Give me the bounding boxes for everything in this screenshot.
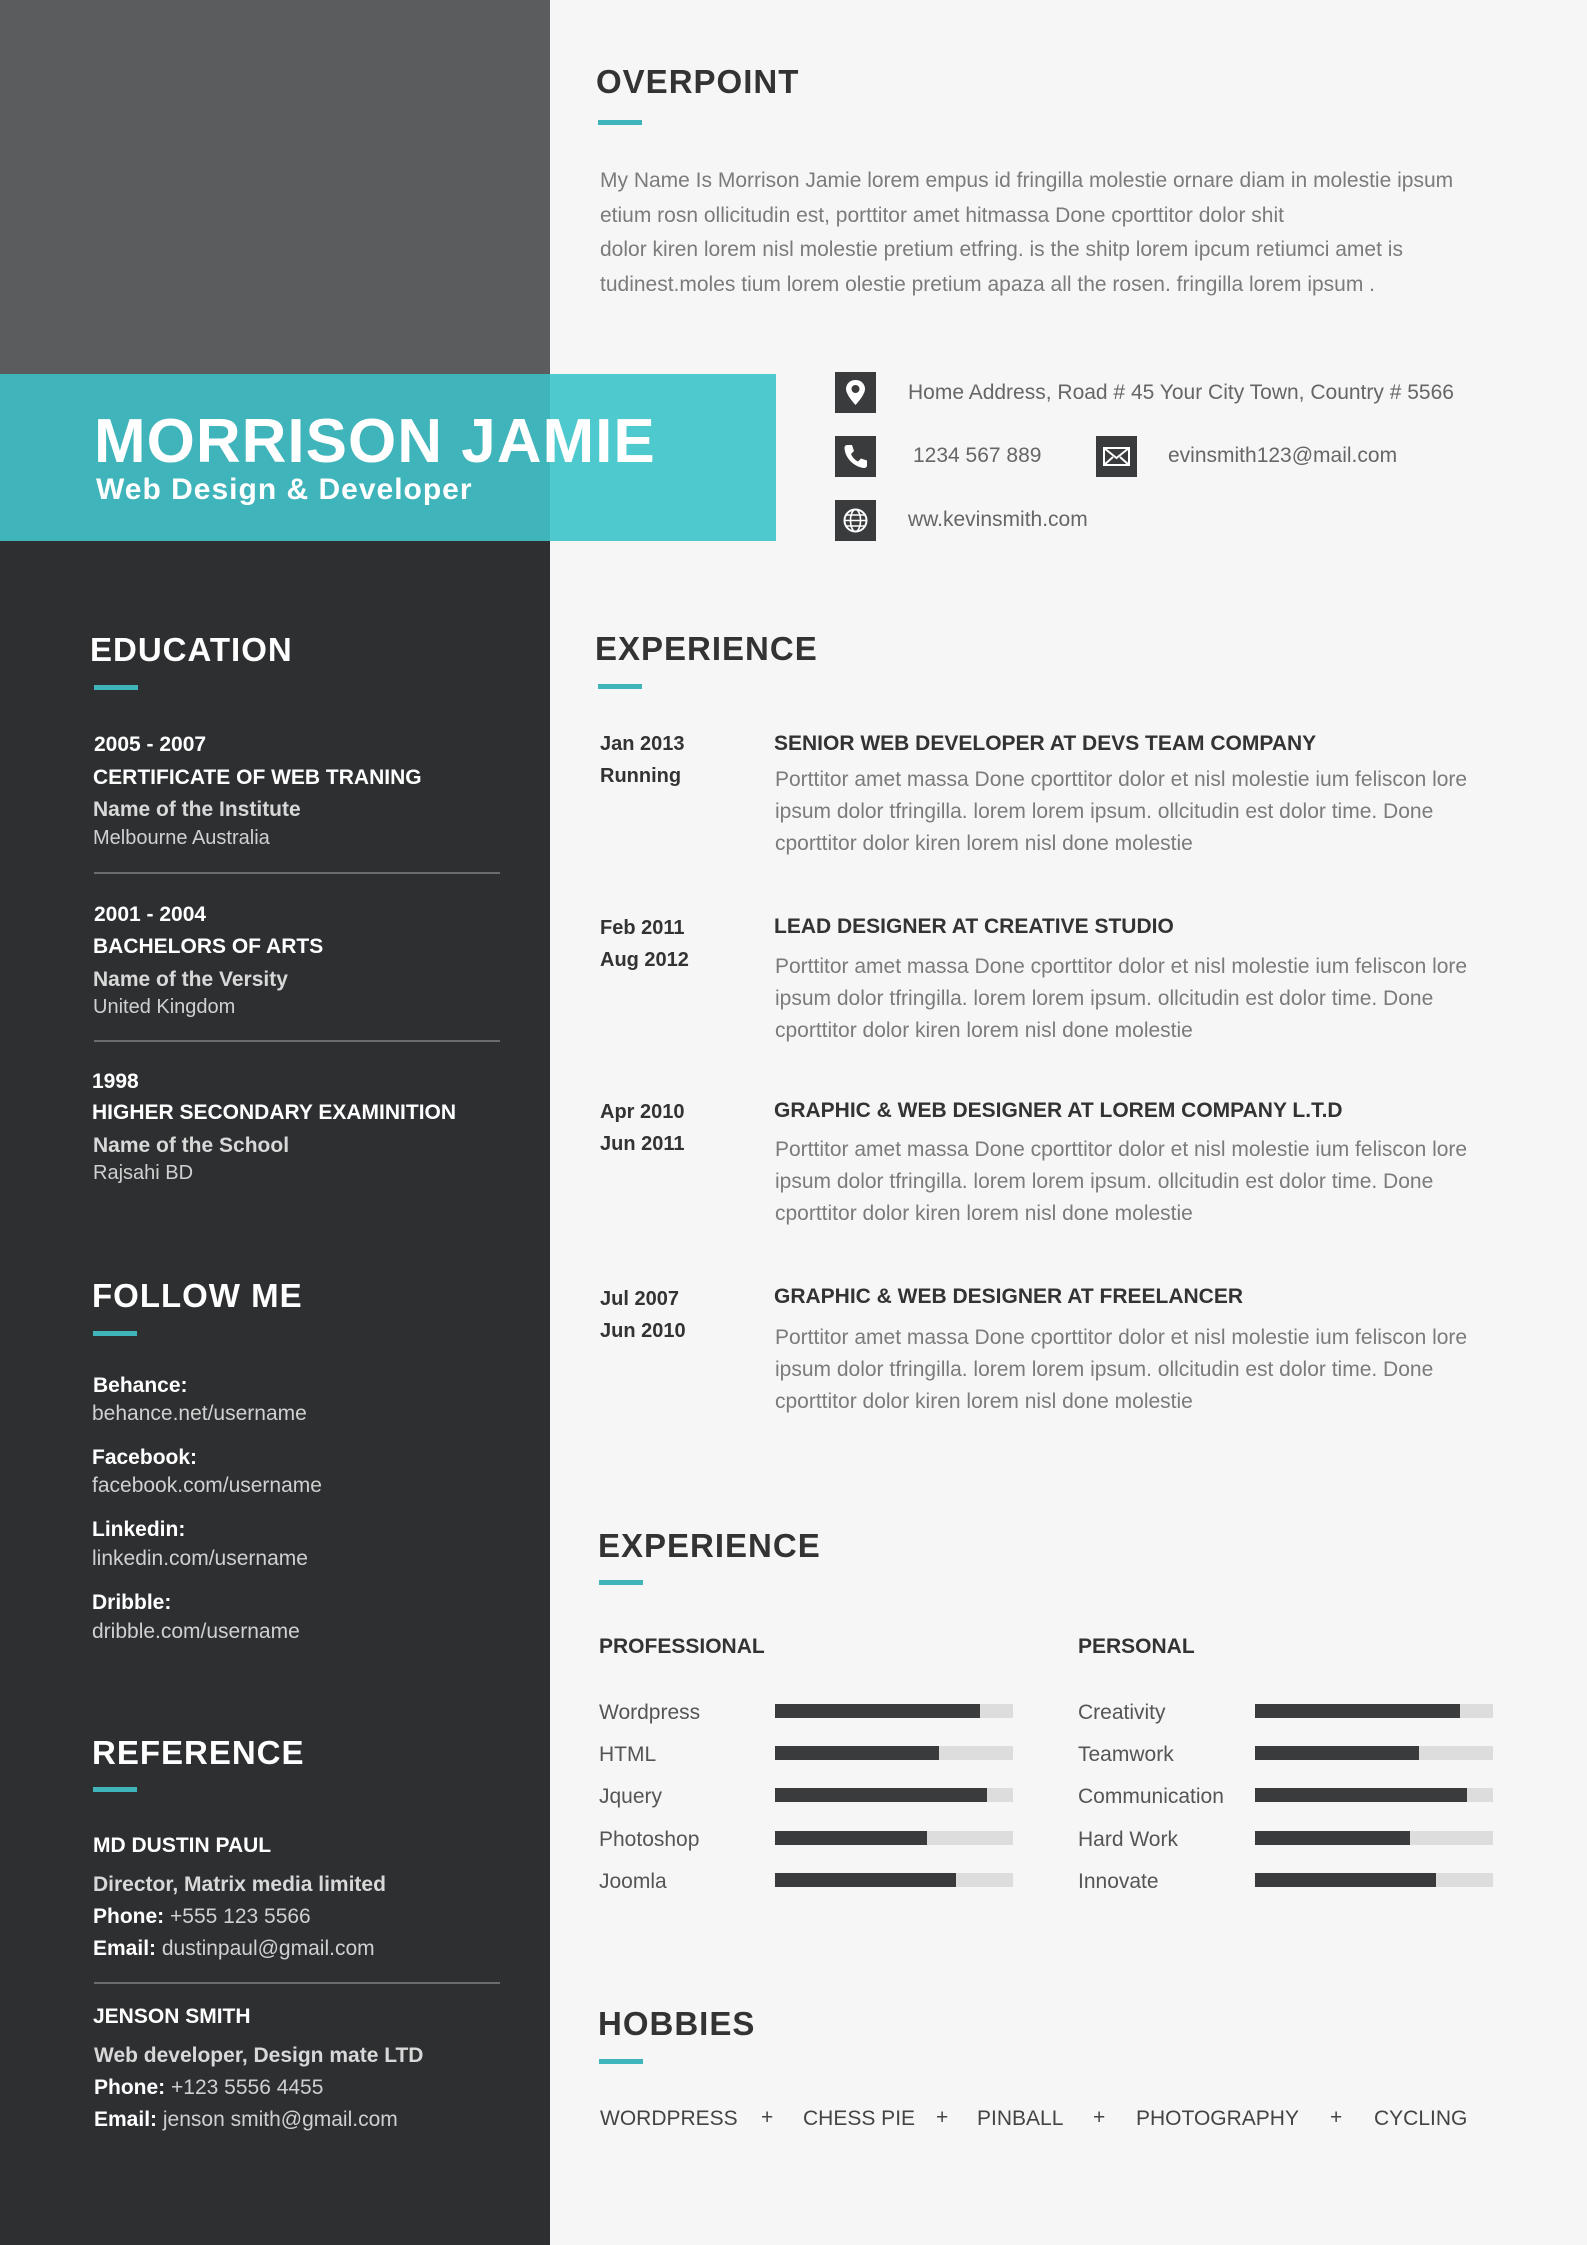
education-location: Melbourne Australia bbox=[93, 827, 270, 849]
reference-divider bbox=[94, 1982, 500, 1984]
experience-accent bbox=[598, 684, 642, 689]
skill-bar bbox=[1255, 1788, 1493, 1802]
follow-label: Behance: bbox=[93, 1374, 188, 1397]
sidebar-top-block bbox=[0, 0, 550, 374]
hobby-item: CYCLING bbox=[1374, 2107, 1468, 2130]
reference-phone bbox=[94, 2076, 323, 2100]
experience-description bbox=[775, 1134, 1515, 1230]
experience-end: Jun 2011 bbox=[600, 1133, 685, 1155]
skills-title: EXPERIENCE bbox=[598, 1527, 821, 1564]
skill-level bbox=[775, 1746, 939, 1760]
reference-phone bbox=[93, 1905, 311, 1929]
candidate-name: MORRISON JAMIE bbox=[94, 407, 656, 476]
skill-level bbox=[1255, 1873, 1436, 1887]
summary-line: dolor kiren lorem nisl molestie pretium etfring. is the shitp lorem ipcum retiumci amet is bbox=[600, 238, 1403, 261]
plus-icon: + bbox=[936, 2106, 949, 2129]
experience-desc-line: Porttitor amet massa Done cporttitor dolor et nisl molestie ium feliscon lore bbox=[775, 768, 1468, 791]
hobbies-title: HOBBIES bbox=[598, 2005, 756, 2042]
website-text[interactable]: ww.kevinsmith.com bbox=[908, 508, 1088, 531]
professional-heading: PROFESSIONAL bbox=[599, 1635, 765, 1658]
reference-title: REFERENCE bbox=[92, 1734, 305, 1771]
hobby-item: PHOTOGRAPHY bbox=[1136, 2107, 1299, 2130]
skills-accent bbox=[599, 1580, 643, 1585]
skill-level bbox=[1255, 1746, 1419, 1760]
email-text[interactable]: evinsmith123@mail.com bbox=[1168, 444, 1398, 467]
reference-email bbox=[94, 2108, 398, 2132]
education-degree: BACHELORS OF ARTS bbox=[93, 935, 324, 958]
education-divider bbox=[94, 1040, 500, 1042]
experience-desc-line: ipsum dolor tfringilla. lorem lorem ipsum. ollcitudin est dolor time. Done bbox=[775, 1170, 1434, 1193]
experience-start: Jan 2013 bbox=[600, 733, 685, 755]
candidate-role: Web Design & Developer bbox=[96, 473, 473, 506]
skill-level bbox=[1255, 1788, 1467, 1802]
education-degree: HIGHER SECONDARY EXAMINITION bbox=[92, 1101, 457, 1124]
education-accent bbox=[94, 685, 138, 690]
skill-label: Jquery bbox=[599, 1785, 663, 1808]
summary-line: etium rosn ollicitudin est, porttitor amet hitmassa Done cporttitor dolor shit bbox=[600, 203, 1284, 227]
skill-bar bbox=[1255, 1704, 1493, 1718]
skill-bar bbox=[1255, 1873, 1493, 1887]
education-location: United Kingdom bbox=[93, 996, 236, 1018]
personal-heading: PERSONAL bbox=[1078, 1635, 1195, 1658]
reference-role: Web developer, Design mate LTD bbox=[94, 2044, 424, 2067]
experience-desc-line: ipsum dolor tfringilla. lorem lorem ipsum. ollcitudin est dolor time. Done bbox=[775, 987, 1434, 1010]
hobbies-accent bbox=[599, 2059, 643, 2064]
address-text: Home Address, Road # 45 Your City Town, Country # 5566 bbox=[908, 381, 1454, 404]
follow-label: Linkedin: bbox=[92, 1518, 186, 1541]
skill-level bbox=[775, 1704, 980, 1718]
phone-text: 1234 567 889 bbox=[913, 444, 1042, 467]
experience-desc-line: cporttitor dolor kiren lorem nisl done molestie bbox=[775, 1019, 1193, 1042]
follow-link[interactable]: facebook.com/username bbox=[92, 1474, 322, 1497]
plus-icon: + bbox=[1093, 2106, 1106, 2129]
follow-link[interactable]: behance.net/username bbox=[92, 1402, 307, 1425]
skill-level bbox=[775, 1788, 987, 1802]
education-years: 2001 - 2004 bbox=[94, 903, 207, 926]
skill-label: Joomla bbox=[599, 1870, 667, 1893]
skill-bar bbox=[775, 1746, 1013, 1760]
email-label: Email: bbox=[94, 2108, 158, 2131]
reference-accent bbox=[93, 1787, 137, 1792]
overpoint-accent bbox=[598, 120, 642, 125]
skill-bar bbox=[775, 1704, 1013, 1718]
skill-bar bbox=[775, 1873, 1013, 1887]
follow-label: Dribble: bbox=[92, 1591, 172, 1614]
experience-desc-line: cporttitor dolor kiren lorem nisl done molestie bbox=[775, 1202, 1193, 1225]
experience-dates bbox=[600, 912, 689, 976]
phone-label: Phone: bbox=[93, 1905, 165, 1928]
experience-desc-line: cporttitor dolor kiren lorem nisl done molestie bbox=[775, 1390, 1193, 1413]
skill-level bbox=[775, 1873, 956, 1887]
experience-description bbox=[775, 951, 1515, 1047]
experience-desc-line: ipsum dolor tfringilla. lorem lorem ipsum. ollcitudin est dolor time. Done bbox=[775, 800, 1434, 823]
skill-label: Innovate bbox=[1078, 1870, 1159, 1893]
reference-name: JENSON SMITH bbox=[93, 2005, 251, 2028]
skill-bar bbox=[1255, 1831, 1493, 1845]
skill-level bbox=[1255, 1831, 1410, 1845]
follow-link[interactable]: dribble.com/username bbox=[92, 1620, 300, 1643]
education-title: EDUCATION bbox=[90, 631, 293, 668]
follow-label: Facebook: bbox=[92, 1446, 198, 1469]
experience-desc-line: cporttitor dolor kiren lorem nisl done molestie bbox=[775, 832, 1193, 855]
summary-line: tudinest.moles tium lorem olestie pretium apaza all the rosen. fringilla lorem ipsum . bbox=[600, 272, 1376, 296]
phone-label: Phone: bbox=[94, 2076, 166, 2099]
skill-bar bbox=[1255, 1746, 1493, 1760]
experience-desc-line: ipsum dolor tfringilla. lorem lorem ipsum. ollcitudin est dolor time. Done bbox=[775, 1358, 1434, 1381]
experience-role: GRAPHIC & WEB DESIGNER AT FREELANCER bbox=[774, 1285, 1244, 1308]
skill-label: HTML bbox=[599, 1743, 657, 1766]
experience-start: Apr 2010 bbox=[600, 1101, 685, 1123]
experience-dates bbox=[600, 1096, 685, 1160]
experience-title: EXPERIENCE bbox=[595, 630, 818, 667]
skill-label: Communication bbox=[1078, 1785, 1224, 1808]
skill-label: Creativity bbox=[1078, 1701, 1166, 1724]
reference-email bbox=[93, 1937, 375, 1961]
skill-bar bbox=[775, 1788, 1013, 1802]
skill-label: Wordpress bbox=[599, 1701, 701, 1724]
experience-desc-line: Porttitor amet massa Done cporttitor dolor et nisl molestie ium feliscon lore bbox=[775, 955, 1468, 978]
experience-desc-line: Porttitor amet massa Done cporttitor dolor et nisl molestie ium feliscon lore bbox=[775, 1326, 1468, 1349]
summary-line: My Name Is Morrison Jamie lorem empus id fringilla molestie ornare diam in molestie ipsum bbox=[600, 169, 1454, 192]
follow-accent bbox=[93, 1331, 137, 1336]
experience-desc-line: Porttitor amet massa Done cporttitor dolor et nisl molestie ium feliscon lore bbox=[775, 1138, 1468, 1161]
plus-icon: + bbox=[761, 2106, 774, 2129]
education-divider bbox=[94, 872, 500, 874]
hobby-item: WORDPRESS bbox=[600, 2107, 738, 2130]
location-icon bbox=[835, 372, 876, 413]
summary-text bbox=[600, 164, 1500, 302]
phone-icon bbox=[835, 436, 876, 477]
overpoint-title: OVERPOINT bbox=[596, 63, 800, 100]
experience-end: Jun 2010 bbox=[600, 1320, 686, 1342]
experience-dates bbox=[600, 728, 685, 792]
skill-label: Hard Work bbox=[1078, 1828, 1178, 1851]
experience-role: GRAPHIC & WEB DESIGNER AT LOREM COMPANY L.T.D bbox=[774, 1099, 1343, 1122]
experience-role: LEAD DESIGNER AT CREATIVE STUDIO bbox=[774, 915, 1174, 938]
globe-icon bbox=[835, 500, 876, 541]
email-label: Email: bbox=[93, 1937, 157, 1960]
mail-icon bbox=[1096, 436, 1137, 477]
skill-label: Teamwork bbox=[1078, 1743, 1174, 1766]
follow-link[interactable]: linkedin.com/username bbox=[92, 1547, 308, 1570]
experience-end: Running bbox=[600, 765, 682, 787]
experience-description bbox=[775, 1322, 1515, 1418]
reference-role: Director, Matrix media limited bbox=[93, 1873, 386, 1896]
hobby-item: PINBALL bbox=[977, 2107, 1064, 2130]
education-institute: Name of the Versity bbox=[93, 968, 288, 991]
experience-description bbox=[775, 764, 1515, 860]
reference-phone-value: +123 5556 4455 bbox=[171, 2076, 324, 2099]
plus-icon: + bbox=[1330, 2106, 1343, 2129]
experience-role: SENIOR WEB DEVELOPER AT DEVS TEAM COMPANY bbox=[774, 732, 1317, 755]
experience-start: Feb 2011 bbox=[600, 917, 685, 939]
reference-phone-value: +555 123 5566 bbox=[170, 1905, 311, 1928]
skill-label: Photoshop bbox=[599, 1828, 700, 1851]
skill-level bbox=[775, 1831, 927, 1845]
follow-title: FOLLOW ME bbox=[92, 1277, 303, 1314]
skill-bar bbox=[775, 1831, 1013, 1845]
reference-email-value[interactable]: jenson smith@gmail.com bbox=[162, 2108, 398, 2131]
education-years: 1998 bbox=[92, 1070, 139, 1093]
reference-email-value[interactable]: dustinpaul@gmail.com bbox=[161, 1937, 375, 1960]
reference-name: MD DUSTIN PAUL bbox=[93, 1834, 272, 1857]
experience-start: Jul 2007 bbox=[600, 1288, 679, 1310]
skill-level bbox=[1255, 1704, 1460, 1718]
education-years: 2005 - 2007 bbox=[94, 733, 207, 756]
education-institute: Name of the School bbox=[93, 1134, 290, 1157]
experience-end: Aug 2012 bbox=[600, 949, 689, 971]
education-location: Rajsahi BD bbox=[93, 1162, 194, 1184]
education-degree: CERTIFICATE OF WEB TRANING bbox=[93, 766, 422, 789]
experience-dates bbox=[600, 1283, 686, 1347]
hobby-item: CHESS PIE bbox=[803, 2107, 916, 2130]
education-institute: Name of the Institute bbox=[93, 798, 301, 821]
